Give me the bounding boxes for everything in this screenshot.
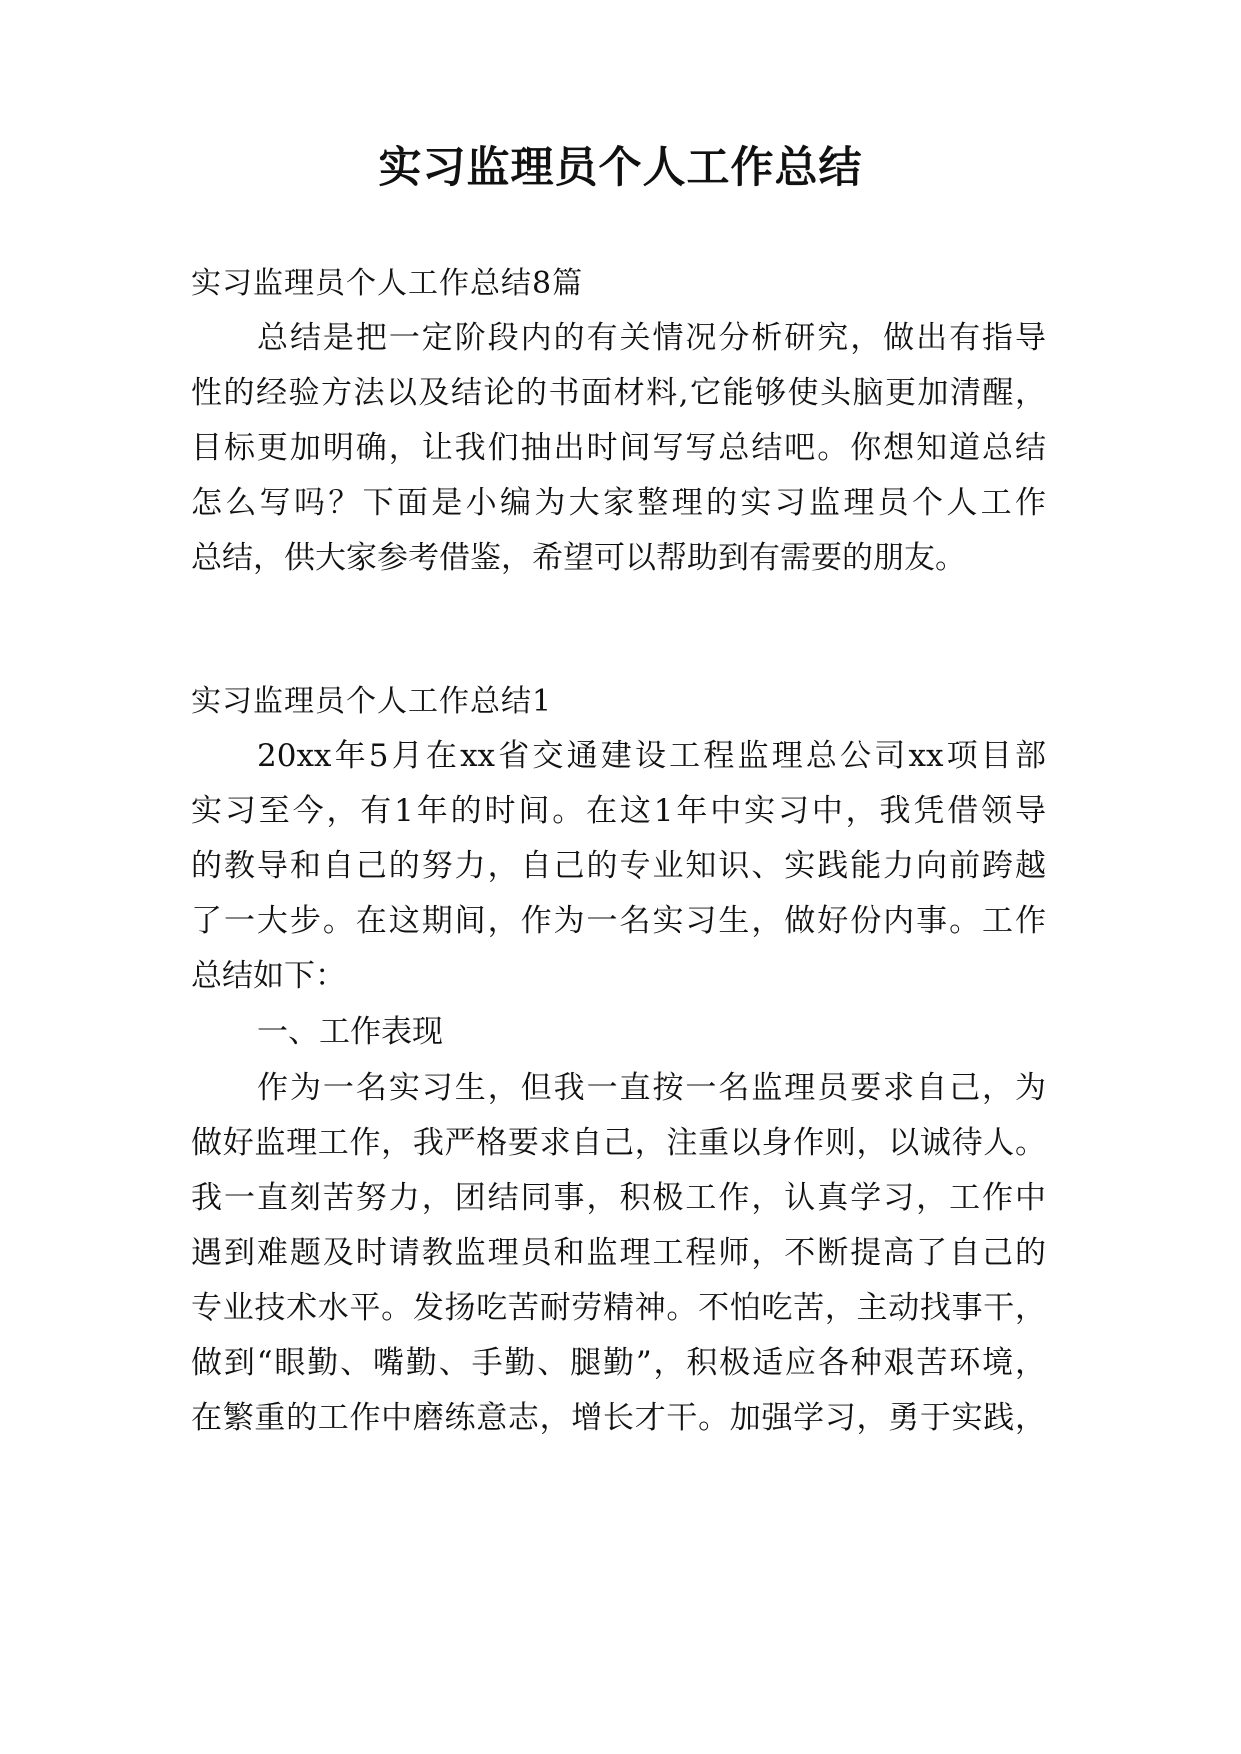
intro-line: 性的经验方法以及结论的书面材料,它能够使头脑更加清醒， [191,375,1046,411]
paragraph-line: 遇到难题及时请教监理员和监理工程师，不断提高了自己的 [191,1235,1046,1271]
paragraph-line: 做到“眼勤、嘴勤、手勤、腿勤”，积极适应各种艰苦环境， [191,1345,1046,1381]
intro-line: 总结，供大家参考借鉴，希望可以帮助到有需要的朋友。 [191,540,966,576]
intro-line: 总结是把一定阶段内的有关情况分析研究，做出有指导 [257,320,1046,356]
subheading: 一、工作表现 [257,1014,443,1050]
intro-line: 怎么写吗？下面是小编为大家整理的实习监理员个人工作 [191,485,1046,521]
paragraph-line: 了一大步。在这期间，作为一名实习生，做好份内事。工作 [191,903,1046,939]
paragraph-line: 做好监理工作，我严格要求自己，注重以身作则，以诚待人。 [191,1125,1046,1161]
paragraph-line: 我一直刻苦努力，团结同事，积极工作，认真学习，工作中 [191,1180,1046,1216]
document-subtitle: 实习监理员个人工作总结8篇 [191,266,584,301]
paragraph-line: 作为一名实习生，但我一直按一名监理员要求自己，为 [257,1070,1046,1106]
paragraph-line: 20xx年5月在xx省交通建设工程监理总公司xx项目部 [257,738,1046,774]
section-heading: 实习监理员个人工作总结1 [191,684,553,719]
paragraph-line: 在繁重的工作中磨练意志，增长才干。加强学习，勇于实践， [191,1400,1046,1436]
intro-line: 目标更加明确，让我们抽出时间写写总结吧。你想知道总结 [191,430,1046,466]
document-title: 实习监理员个人工作总结 [378,143,863,193]
paragraph-line: 总结如下： [191,958,346,994]
paragraph-line: 实习至今，有1年的时间。在这1年中实习中，我凭借领导 [191,793,1046,829]
paragraph-line: 专业技术水平。发扬吃苦耐劳精神。不怕吃苦，主动找事干， [191,1290,1046,1326]
paragraph-line: 的教导和自己的努力，自己的专业知识、实践能力向前跨越 [191,848,1046,884]
